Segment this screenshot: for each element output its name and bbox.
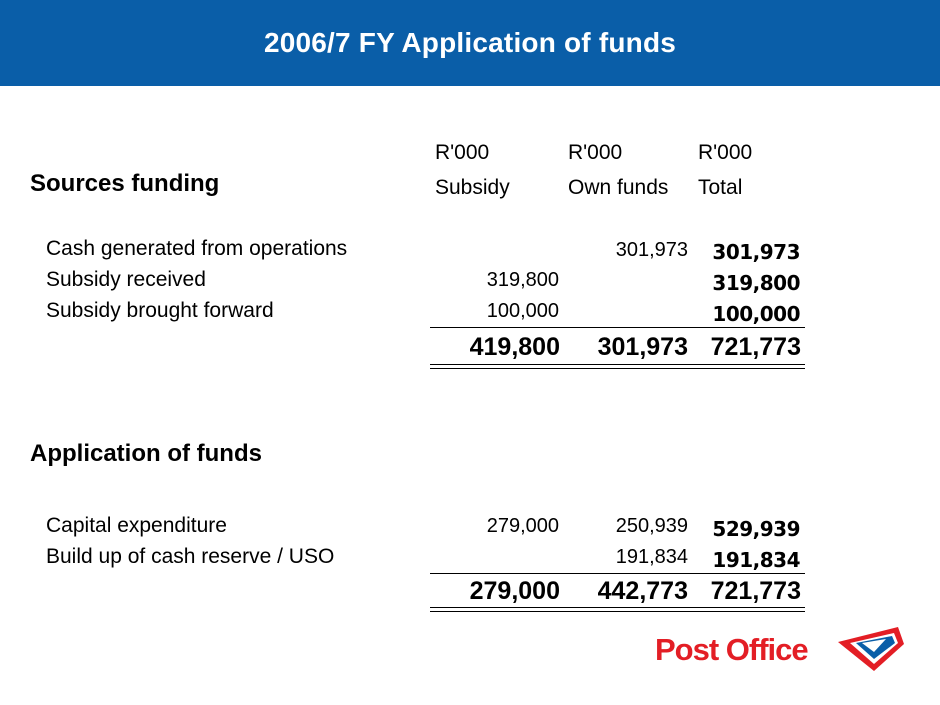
page-title: 2006/7 FY Application of funds: [263, 27, 677, 58]
sources-total-total: 721,773: [710, 333, 801, 361]
col-total-unit: R'000: [698, 141, 753, 164]
col-own-unit: R'000: [568, 141, 623, 164]
total-double-rule: [430, 607, 805, 612]
subtotal-rule: [430, 573, 805, 574]
application-total-own: 442,773: [597, 577, 688, 605]
post-office-logo-text: Post Office: [655, 632, 808, 667]
row-own: 191,834: [615, 546, 688, 568]
row-own: 250,939: [615, 515, 688, 537]
row-total: 100,000: [712, 302, 800, 326]
sources-total-own: 301,973: [597, 333, 688, 361]
total-double-rule: [430, 364, 805, 369]
col-subsidy-name: Subsidy: [435, 176, 510, 199]
row-label: Build up of cash reserve / USO: [46, 545, 335, 568]
application-total-subsidy: 279,000: [469, 577, 560, 605]
row-label: Cash generated from operations: [46, 237, 348, 260]
row-total: 191,834: [712, 548, 800, 572]
sources-title: Sources funding: [30, 170, 220, 197]
application-title: Application of funds: [30, 440, 262, 467]
title-banner: [0, 0, 940, 86]
col-subsidy-unit: R'000: [435, 141, 490, 164]
row-total: 529,939: [712, 517, 800, 541]
sources-total-subsidy: 419,800: [469, 333, 560, 361]
row-subsidy: 279,000: [486, 515, 559, 537]
row-label: Subsidy brought forward: [46, 299, 274, 322]
row-subsidy: 319,800: [486, 269, 559, 291]
post-office-emblem-icon: [836, 624, 906, 674]
row-total: 301,973: [712, 240, 800, 264]
row-total: 319,800: [712, 271, 800, 295]
row-own: 301,973: [615, 239, 688, 261]
col-total-name: Total: [698, 176, 743, 199]
application-total-total: 721,773: [710, 577, 801, 605]
row-subsidy: 100,000: [486, 300, 559, 322]
row-label: Capital expenditure: [46, 514, 227, 537]
col-own-name: Own funds: [568, 176, 669, 199]
subtotal-rule: [430, 327, 805, 328]
row-label: Subsidy received: [46, 268, 206, 291]
